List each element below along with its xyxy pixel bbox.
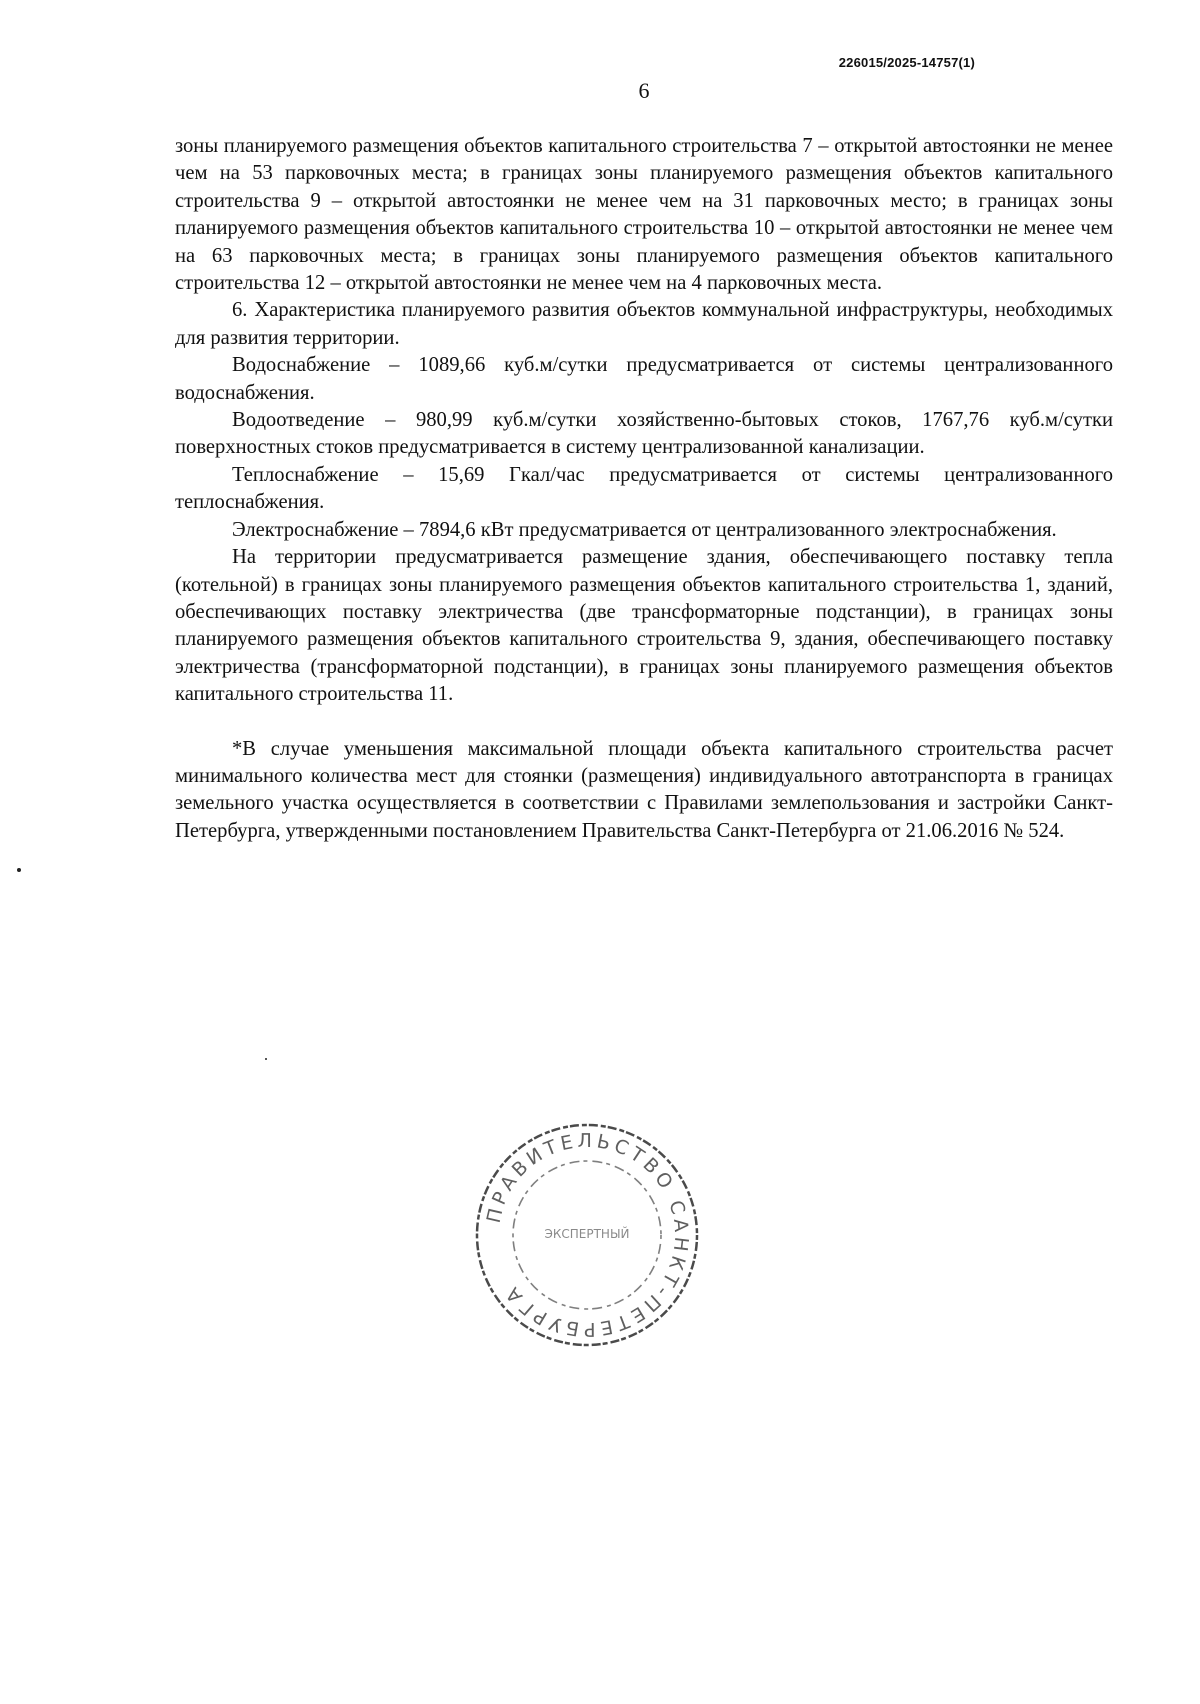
paragraph-infrastructure-buildings: На территории предусматривается размещение здания, обеспечивающего поставку тепла (котельной) в границах зоны планируемого размещения объектов капитального строительства 1, зданий, обеспечивающих поставку электричества (две трансформаторные подстанции), в границах зоны планируемого размещения объектов капитального строительства 9, здания, обеспечивающего поставку электричества (трансформаторной подстанции), в границах зоны планируемого размещения объектов капитального строительства 11.: [175, 546, 1113, 706]
page-number: 6: [638, 78, 650, 103]
scan-speck: [265, 1058, 267, 1060]
paragraph-sewerage: Водоотведение – 980,99 куб.м/сутки хозяйственно-бытовых стоков, 1767,76 куб.м/сутки поверхностных стоков предусматривается в систему централизованной канализации.: [175, 409, 1113, 459]
paragraph-heat-supply: Теплоснабжение – 15,69 Гкал/час предусматривается от системы централизованного теплоснабжения.: [175, 463, 1113, 514]
paragraph-power-supply: Электроснабжение – 7894,6 кВт предусматривается от централизованного электроснабжения.: [232, 518, 1057, 541]
seal-ring-text: ПРАВИТЕЛЬСТВО САНКТ-ПЕТЕРБУРГА: [482, 1129, 693, 1341]
paragraph-parking-continued: зоны планируемого размещения объектов капитального строительства 7 – открытой автостоянки не менее чем на 53 парковочных места; в границах зоны планируемого размещения объектов капитального строительства 9 – открытой автостоянки не менее чем на 31 парковочных место; в границах зоны планируемого размещения объектов капитального строительства 10 – открытой автостоянки не менее чем на 63 парковочных места; в границах зоны планируемого размещения объектов капитального строительства 12 – открытой автостоянки не менее чем на 4 парковочных места.: [175, 135, 1113, 295]
paragraph-water-supply: Водоснабжение – 1089,66 куб.м/сутки предусматривается от системы централизованного водоснабжения.: [175, 354, 1113, 404]
section-heading-utilities: 6. Характеристика планируемого развития объектов коммунальной инфраструктуры, необходимых для развития территории.: [175, 299, 1113, 349]
official-seal: [472, 1120, 702, 1350]
document-id: 226015/2025-14757(1): [838, 55, 975, 70]
seal-center-text: ЭКСПЕРТНЫЙ: [544, 1227, 630, 1241]
scan-speck: [17, 868, 21, 872]
footnote: *В случае уменьшения максимальной площади объекта капитального строительства расчет минимального количества мест для стоянки (размещения) индивидуального автотранспорта в границах земельного участка осуществляется в соответствии с Правилами землепользования и застройки Санкт-Петербурга, утвержденными постановлением Правительства Санкт-Петербурга от 21.06.2016 № 524.: [175, 737, 1113, 842]
document-body: [175, 133, 1113, 845]
